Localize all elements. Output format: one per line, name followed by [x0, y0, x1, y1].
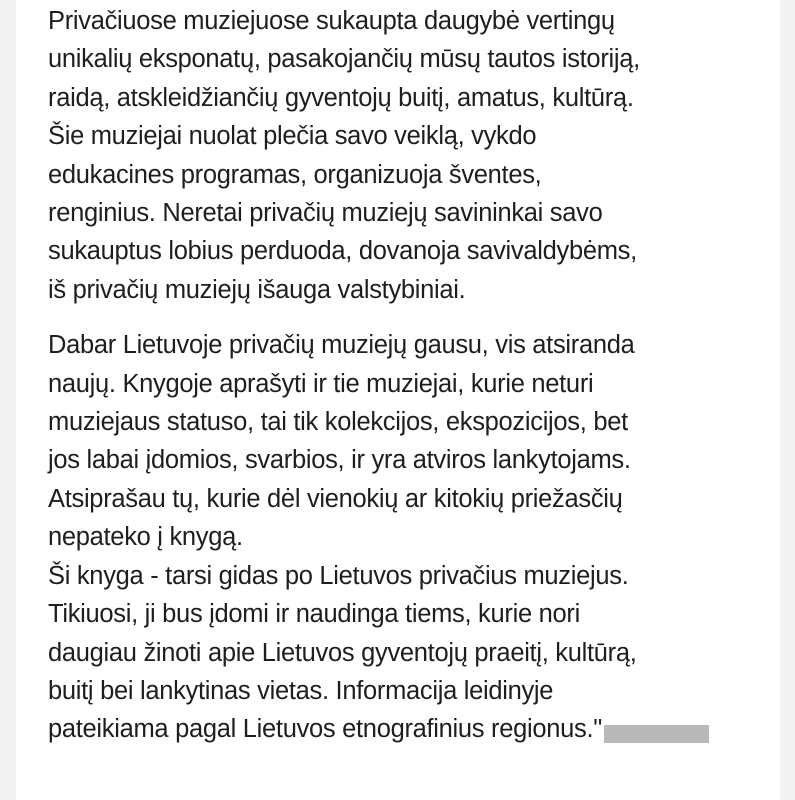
document-body: [48, 2, 768, 749]
text-line: Tikiuosi, ji bus įdomi ir naudinga tiems, kurie nori: [48, 600, 580, 629]
text-line: pateikiama pagal Lietuvos etnografinius regionus.": [48, 715, 602, 744]
text-line: raidą, atskleidžiančių gyventojų buitį, amatus, kultūrą.: [48, 83, 634, 112]
text-line: unikalių eksponatų, pasakojančių mūsų tautos istoriją,: [48, 45, 640, 74]
document-page: [16, 0, 780, 800]
text-line: edukacines programas, organizuoja šventes,: [48, 160, 542, 189]
paragraph-3: [48, 557, 768, 749]
paragraph-2: [48, 326, 768, 556]
text-line: daugiau žinoti apie Lietuvos gyventojų praeitį, kultūrą,: [48, 638, 637, 667]
redaction-block: [604, 725, 709, 743]
text-line: Ši knyga - tarsi gidas po Lietuvos privačius muziejus.: [48, 561, 629, 590]
text-line: Šie muziejai nuolat plečia savo veiklą, vykdo: [48, 122, 537, 151]
text-line: renginius. Neretai privačių muziejų savininkai savo: [48, 199, 603, 228]
text-line: naujų. Knygoje aprašyti ir tie muziejai, kurie neturi: [48, 369, 594, 398]
text-line: nepateko į knygą.: [48, 523, 243, 552]
text-line: sukauptus lobius perduoda, dovanoja savivaldybėms,: [48, 237, 637, 266]
text-line: buitį bei lankytinas vietas. Informacija leidinyje: [48, 676, 554, 705]
text-line: iš privačių muziejų išauga valstybiniai.: [48, 275, 466, 304]
text-line: Privačiuose muziejuose sukaupta daugybė vertingų: [48, 7, 615, 35]
last-line: [48, 710, 768, 748]
text-line: muziejaus statuso, tai tik kolekcijos, ekspozicijos, bet: [48, 408, 628, 437]
text-line: Dabar Lietuvoje privačių muziejų gausu, vis atsiranda: [48, 331, 635, 360]
text-line: Atsiprašau tų, kurie dėl vienokių ar kitokių priežasčių: [48, 484, 623, 513]
text-line: jos labai įdomios, svarbios, ir yra atviros lankytojams.: [48, 446, 631, 475]
paragraph-1: [48, 2, 768, 309]
